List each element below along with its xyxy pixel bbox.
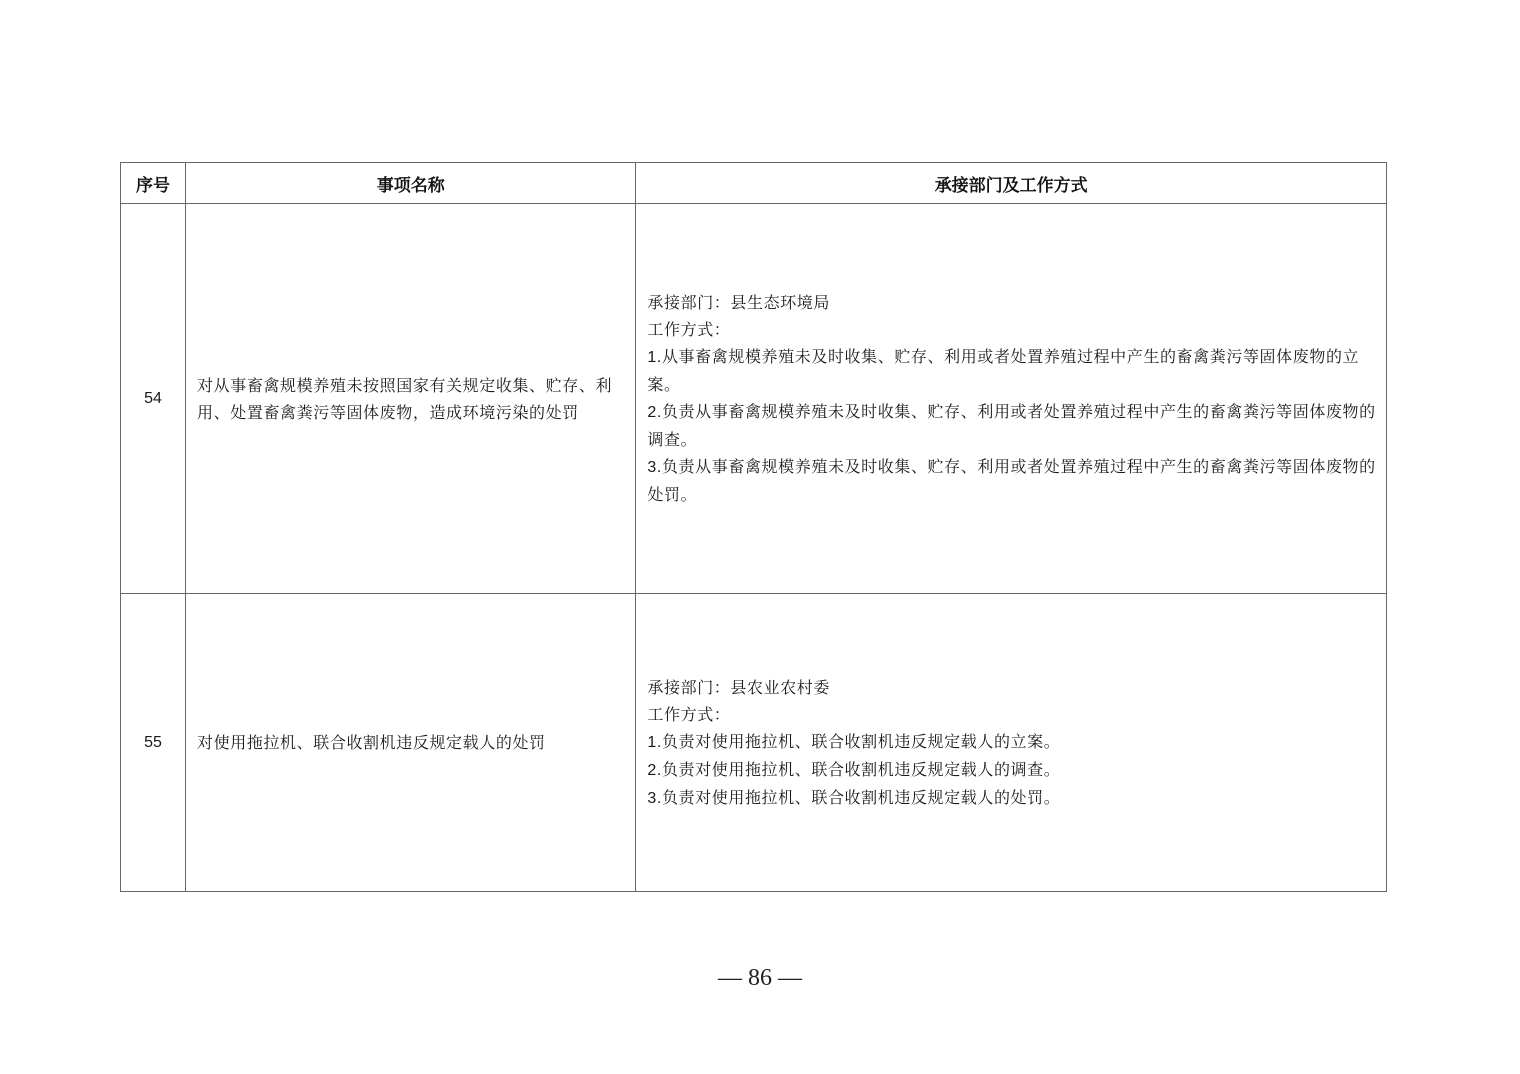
serial-number-cell: 54 — [121, 204, 186, 594]
table-row — [121, 594, 1387, 892]
page-number: — 86 — — [718, 965, 802, 991]
department-method-cell — [636, 594, 1387, 892]
header-serial-number: 序号 — [121, 163, 186, 204]
matter-name-cell: 对使用拖拉机、联合收割机违反规定载人的处罚 — [186, 594, 636, 892]
serial-number-cell: 55 — [121, 594, 186, 892]
step-text: 负责对使用拖拉机、联合收割机违反规定载人的处罚。 — [661, 787, 1061, 807]
step-text: 负责从事畜禽规模养殖未及时收集、贮存、利用或者处置养殖过程中产生的畜禽粪污等固体废物的处罚。 — [647, 457, 1376, 504]
department-method-cell — [636, 204, 1387, 594]
method-step — [647, 453, 1378, 508]
department-line: 承接部门：县生态环境局 — [647, 293, 830, 312]
step-number: 2. — [647, 761, 662, 779]
step-text: 从事畜禽规模养殖未及时收集、贮存、利用或者处置养殖过程中产生的畜禽粪污等固体废物的立案。 — [647, 347, 1360, 394]
step-text: 负责从事畜禽规模养殖未及时收集、贮存、利用或者处置养殖过程中产生的畜禽粪污等固体废物的调查。 — [647, 402, 1376, 449]
step-number: 1. — [647, 733, 662, 751]
matters-table — [120, 162, 1387, 892]
department-line: 承接部门：县农业农村委 — [647, 677, 830, 697]
step-text: 负责对使用拖拉机、联合收割机违反规定载人的调查。 — [661, 759, 1061, 779]
table-row — [121, 204, 1387, 594]
step-number: 3. — [647, 789, 662, 807]
method-step — [647, 728, 1378, 756]
step-number: 3. — [647, 459, 662, 476]
method-label: 工作方式： — [647, 320, 731, 339]
method-step — [647, 784, 1378, 812]
matter-name-cell: 对从事畜禽规模养殖未按照国家有关规定收集、贮存、利用、处置畜禽粪污等固体废物，造成环境污染的处罚 — [186, 204, 636, 594]
table-header-row — [121, 163, 1387, 204]
step-text: 负责对使用拖拉机、联合收割机违反规定载人的立案。 — [661, 731, 1061, 751]
method-step — [647, 343, 1378, 398]
step-number: 2. — [647, 404, 662, 421]
header-matter-name: 事项名称 — [186, 163, 636, 204]
method-step — [647, 756, 1378, 784]
step-number: 1. — [647, 349, 662, 366]
header-department-method: 承接部门及工作方式 — [636, 163, 1387, 204]
method-step — [647, 398, 1378, 453]
method-label: 工作方式： — [647, 704, 731, 724]
